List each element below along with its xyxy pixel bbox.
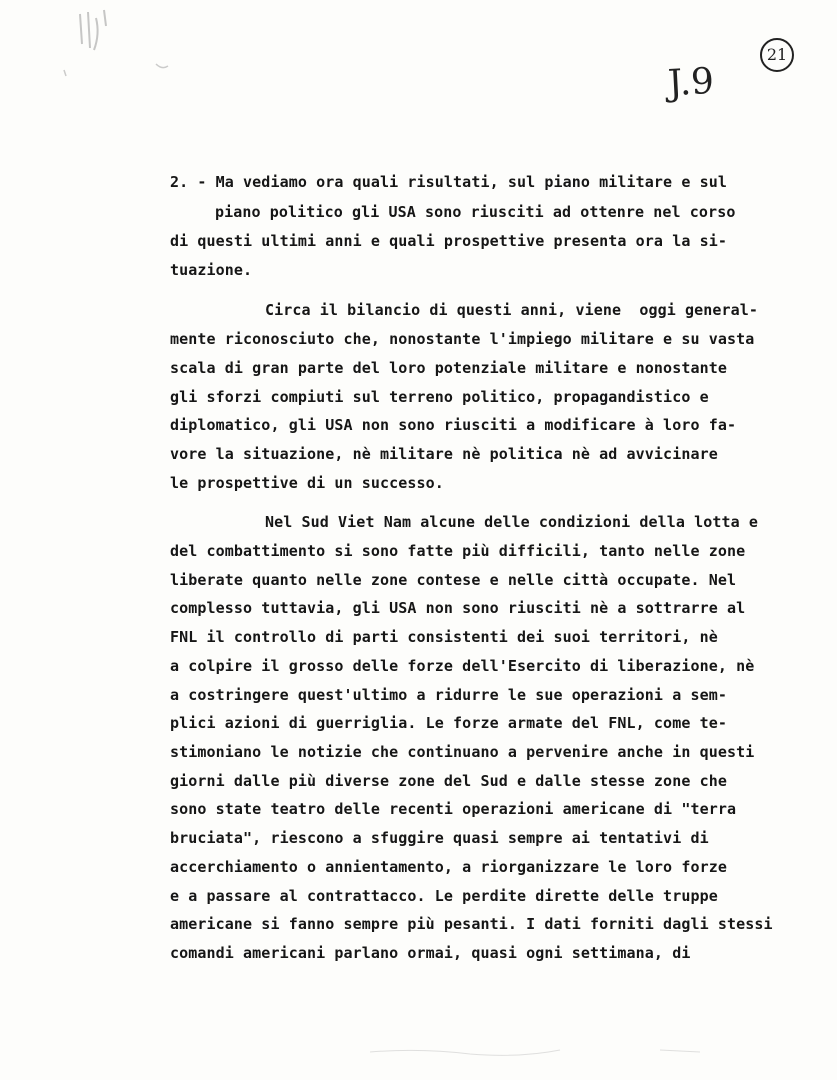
handwritten-reference: J.9: [666, 60, 716, 105]
text-line: a costringere quest'ultimo a ridurre le sue operazioni a sem-: [170, 686, 727, 704]
text-line: gli sforzi compiuti sul terreno politico, propagandistico e: [170, 388, 709, 406]
text-line: liberate quanto nelle zone contese e nelle città occupate. Nel: [170, 571, 737, 589]
text-line: americane si fanno sempre più pesanti. I dati forniti dagli stessi: [170, 915, 773, 933]
text-line: Circa il bilancio di questi anni, viene oggi general-: [265, 301, 759, 319]
text-line: e a passare al contrattacco. Le perdite dirette delle truppe: [170, 887, 718, 905]
text-line: FNL il controllo di parti consistenti dei suoi territori, nè: [170, 628, 718, 646]
text-line: complesso tuttavia, gli USA non sono riusciti nè a sottrarre al: [170, 599, 746, 617]
text-line: mente riconosciuto che, nonostante l'impiego militare e su vasta: [170, 330, 755, 348]
text-line: sono state teatro delle recenti operazioni americane di "terra: [170, 800, 737, 818]
text-line: plici azioni di guerriglia. Le forze armate del FNL, come te-: [170, 714, 727, 732]
text-line: le prospettive di un successo.: [170, 474, 444, 492]
text-line: piano politico gli USA sono riusciti ad ottenre nel corso: [215, 203, 736, 221]
text-line: scala di gran parte del loro potenziale militare e nonostante: [170, 359, 727, 377]
text-line: comandi americani parlano ormai, quasi ogni settimana, di: [170, 944, 691, 962]
text-line: tuazione.: [170, 261, 253, 279]
page-number-circle: 21: [760, 38, 794, 72]
text-line: del combattimento si sono fatte più difficili, tanto nelle zone: [170, 542, 746, 560]
text-line: Nel Sud Viet Nam alcune delle condizioni della lotta e: [265, 513, 759, 531]
text-line: accerchiamento o annientamento, a riorganizzare le loro forze: [170, 858, 727, 876]
text-line: stimoniano le notizie che continuano a pervenire anche in questi: [170, 743, 755, 761]
text-line: di questi ultimi anni e quali prospettive presenta ora la si-: [170, 232, 727, 250]
text-line: vore la situazione, nè militare nè politica nè ad avvicinare: [170, 445, 718, 463]
text-line: giorni dalle più diverse zone del Sud e dalle stesse zone che: [170, 772, 727, 790]
text-line: bruciata", riescono a sfuggire quasi sempre ai tentativi di: [170, 829, 709, 847]
text-line: a colpire il grosso delle forze dell'Esercito di liberazione, nè: [170, 657, 755, 675]
text-line: 2. - Ma vediamo ora quali risultati, sul piano militare e sul: [170, 173, 727, 191]
text-line: diplomatico, gli USA non sono riusciti a modificare à loro fa-: [170, 416, 737, 434]
